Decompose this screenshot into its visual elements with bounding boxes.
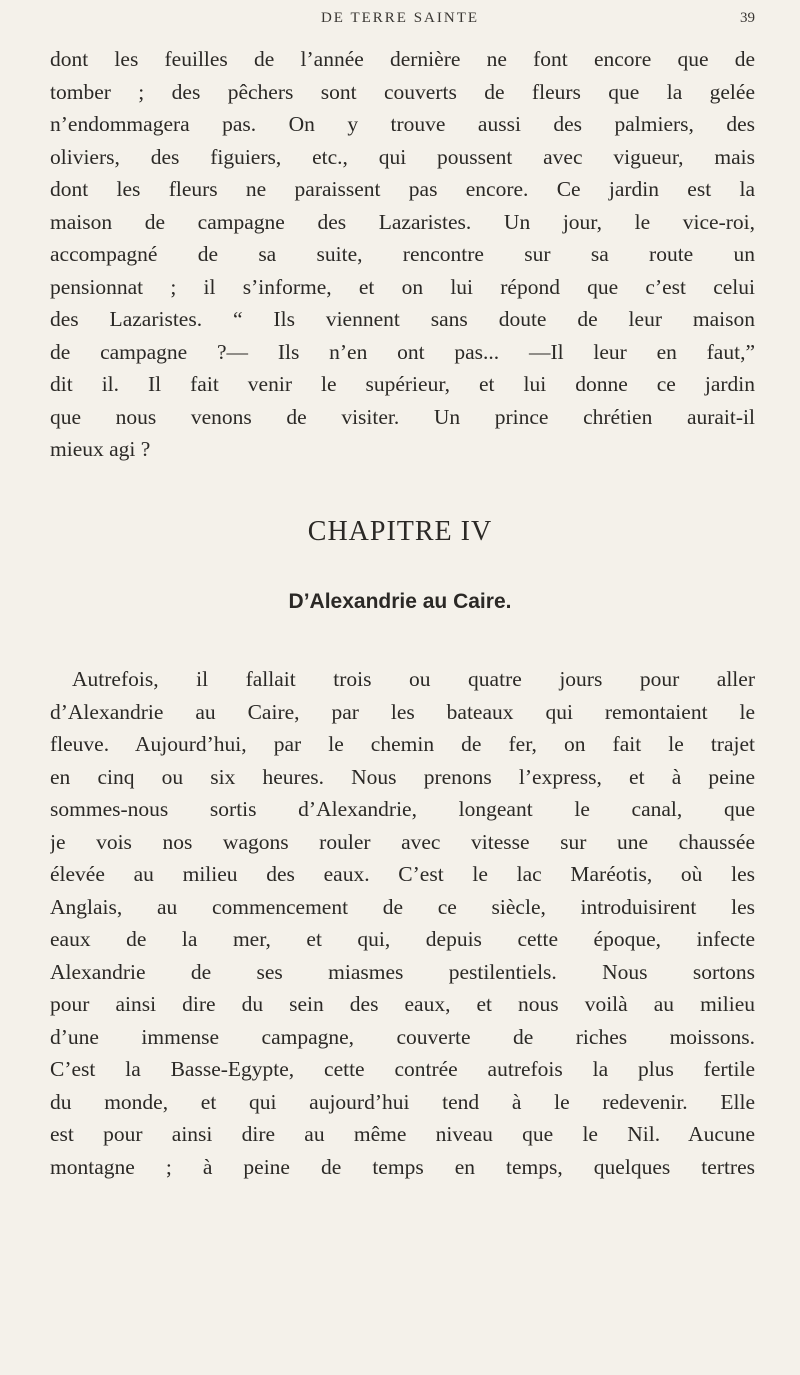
text-line: fleuve. Aujourd’hui, par le chemin de fer, on fait le trajet	[50, 732, 755, 756]
text-line: de campagne ?— Ils n’en ont pas... —Il leur en faut,”	[50, 339, 755, 364]
text-line: maison de campagne des Lazaristes. Un jour, le vice-roi,	[50, 209, 755, 234]
text-line: mieux agi ?	[50, 437, 151, 461]
text-line: dont les feuilles de l’année dernière ne font encore que de	[50, 47, 755, 71]
text-line: je vois nos wagons rouler avec vitesse sur une chaussée	[50, 829, 755, 854]
text-line: oliviers, des figuiers, etc., qui poussent avec vigueur, mais	[50, 144, 755, 169]
text-line: tomber ; des pêchers sont couverts de fleurs que la gelée	[50, 79, 755, 104]
text-line: élevée au milieu des eaux. C’est le lac Maréotis, où les	[50, 862, 755, 886]
text-line: sommes-nous sortis d’Alexandrie, longeant le canal, que	[50, 797, 755, 821]
text-line: en cinq ou six heures. Nous prenons l’express, et à peine	[50, 764, 755, 789]
text-line: eaux de la mer, et qui, depuis cette époque, infecte	[50, 927, 755, 951]
text-line: pensionnat ; il s’informe, et on lui répond que c’est celui	[50, 274, 755, 299]
text-line: est pour ainsi dire au même niveau que le Nil. Aucune	[50, 1122, 755, 1146]
text-line: du monde, et qui aujourd’hui tend à le redevenir. Elle	[50, 1089, 755, 1114]
text-line: Anglais, au commencement de ce siècle, introduisirent les	[50, 894, 755, 919]
chapter-number: CHAPITRE IV	[307, 516, 493, 547]
text-line: des Lazaristes. “ Ils viennent sans doute de leur maison	[50, 307, 755, 331]
text-line: montagne ; à peine de temps en temps, quelques tertres	[50, 1154, 755, 1179]
text-line: d’une immense campagne, couverte de riches moissons.	[50, 1024, 755, 1049]
text-line: accompagné de sa suite, rencontre sur sa route un	[50, 242, 755, 266]
text-line: dont les fleurs ne paraissent pas encore. Ce jardin est la	[50, 177, 755, 201]
text-line: Alexandrie de ses miasmes pestilentiels. Nous sortons	[50, 959, 755, 984]
text-line: pour ainsi dire du sein des eaux, et nous voilà au milieu	[50, 992, 755, 1016]
running-head	[0, 10, 800, 34]
running-title: DE TERRE SAINTE	[320, 10, 480, 26]
text-line: C’est la Basse-Egypte, cette contrée autrefois la plus fertile	[50, 1057, 755, 1081]
text-line: dit il. Il fait venir le supérieur, et lui donne ce jardin	[50, 372, 755, 396]
text-line: n’endommagera pas. On y trouve aussi des palmiers, des	[50, 112, 755, 136]
page-number: 39	[740, 10, 755, 26]
top-paragraph	[50, 43, 755, 466]
text-line: Autrefois, il fallait trois ou quatre jours pour aller	[72, 667, 755, 691]
text-line: d’Alexandrie au Caire, par les bateaux qui remontaient le	[50, 699, 755, 724]
chapter-title: D’Alexandrie au Caire.	[288, 590, 512, 613]
text-line: que nous venons de visiter. Un prince chrétien aurait-il	[50, 404, 755, 429]
body-paragraph	[50, 663, 755, 1183]
